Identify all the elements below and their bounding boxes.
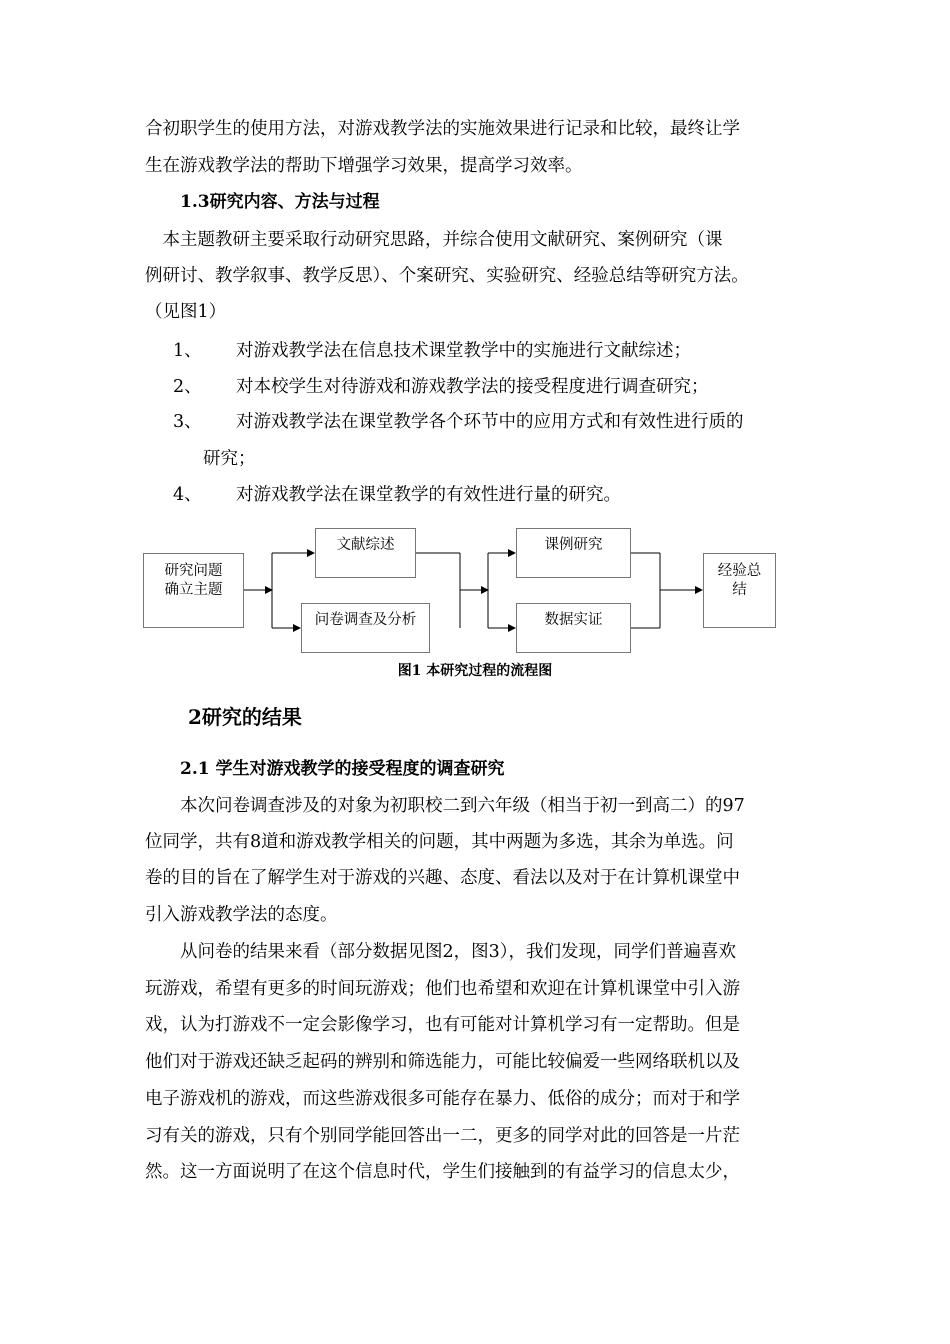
flow-box-literature-review (315, 528, 416, 578)
list-item-number: 3、 (173, 412, 202, 432)
list-item-number: 2、 (173, 377, 202, 397)
para2-line-5: 电子游戏机的游戏，而这些游戏很多可能存在暴力、低俗的成分；而对于和学 (145, 1089, 740, 1109)
flow-box-survey-label: 问卷调查及分析 (314, 612, 417, 628)
flow-box-case-label: 课例研究 (544, 537, 603, 553)
para2-line-7: 然。这一方面说明了在这个信息时代，学生们接触到的有益学习的信息太少， (145, 1162, 740, 1182)
para2-line-2: 玩游戏，希望有更多的时间玩游戏；他们也希望和欢迎在计算机课堂中引入游 (145, 979, 740, 999)
section-1-3-para-line-1: 本主题教研主要采取行动研究思路，并综合使用文献研究、案例研究（课 (145, 230, 723, 250)
section-2-1-heading: 2.1 学生对游戏教学的接受程度的调查研究 (180, 759, 505, 779)
para2-line-6: 习有关的游戏，只有个别同学能回答出一二，更多的同学对此的回答是一片茫 (145, 1126, 740, 1146)
para1-line-1: 本次问卷调查涉及的对象为初职校二到六年级（相当于初一到高二）的97 (145, 796, 745, 816)
list-item-text: 对游戏教学法在信息技术课堂教学中的实施进行文献综述； (236, 341, 691, 361)
flow-box-start-line-1: 研究问题 (164, 563, 223, 579)
list-item-continuation: 研究； (203, 449, 256, 469)
flow-box-end-line-1: 经验总 (717, 563, 762, 579)
para1-line-3: 卷的目的旨在了解学生对于游戏的兴趣、态度、看法以及对于在计算机课堂中 (145, 868, 740, 888)
list-item-text: 对游戏教学法在课堂教学的有效性进行量的研究。 (236, 485, 621, 505)
flow-box-case-study (516, 528, 631, 578)
para1-line-4: 引入游戏教学法的态度。 (145, 905, 338, 925)
flow-box-end-line-2: 结 (732, 582, 747, 598)
flow-box-start (143, 553, 244, 628)
flow-box-literature-label: 文献综述 (336, 537, 395, 553)
para2-line-1: 从问卷的结果来看（部分数据见图2，图3），我们发现，同学们普遍喜欢 (145, 942, 737, 962)
flow-box-start-line-2: 确立主题 (164, 582, 223, 598)
flow-box-data (516, 603, 631, 653)
para1-line-2: 位同学，共有8道和游戏教学相关的问题，其中两题为多选，其余为单选。问 (145, 832, 734, 852)
list-item-text: 对游戏教学法在课堂教学各个环节中的应用方式和有效性进行质的 (236, 412, 744, 432)
list-item-number: 1、 (173, 341, 202, 361)
list-item-number: 4、 (173, 485, 202, 505)
section-2-heading: 2研究的结果 (188, 705, 302, 729)
flow-box-data-label: 数据实证 (544, 612, 603, 628)
intro-line-1: 合初职学生的使用方法，对游戏教学法的实施效果进行记录和比较，最终让学 (145, 119, 740, 139)
figure-caption: 图1 本研究过程的流程图 (397, 663, 553, 679)
flow-box-survey (301, 603, 430, 653)
list-item-text: 对本校学生对待游戏和游戏教学法的接受程度进行调查研究； (236, 377, 709, 397)
section-1-3-para-line-2: 例研讨、教学叙事、教学反思）、个案研究、实验研究、经验总结等研究方法。 (145, 266, 749, 286)
para2-line-3: 戏，认为打游戏不一定会影像学习，也有可能对计算机学习有一定帮助。但是 (145, 1015, 740, 1035)
intro-line-2: 生在游戏教学法的帮助下增强学习效果，提高学习效率。 (145, 156, 583, 176)
flow-box-end (703, 553, 776, 628)
section-1-3-heading: 1.3研究内容、方法与过程 (180, 192, 380, 212)
para2-line-4: 他们对于游戏还缺乏起码的辨别和筛选能力，可能比较偏爱一些网络联机以及 (145, 1052, 740, 1072)
section-1-3-para-line-3: （见图1） (145, 302, 227, 322)
